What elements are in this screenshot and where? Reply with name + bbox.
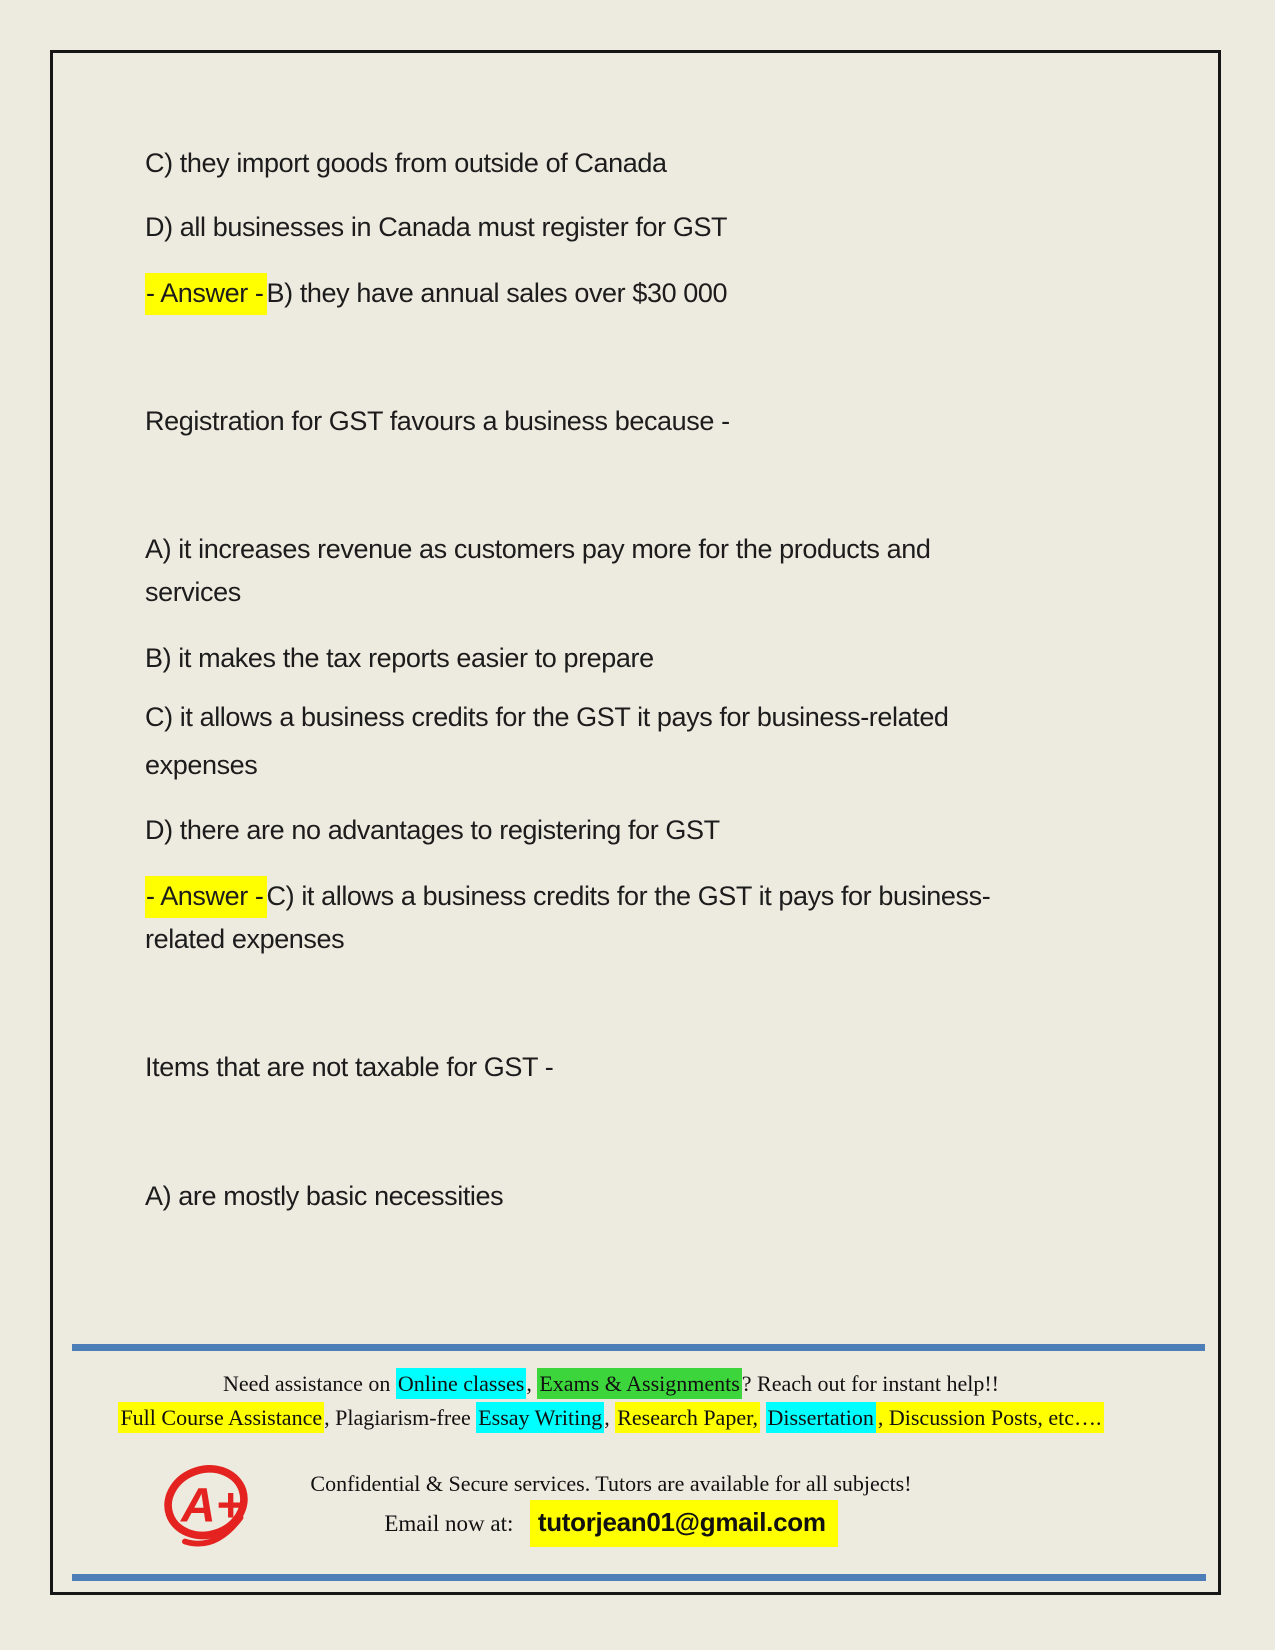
footer-services-line [0, 1402, 1222, 1434]
footer-text: Need assistance on [222, 1371, 396, 1396]
question2-option-a-line2: services [145, 577, 241, 607]
exams-assignments-highlight: Exams & Assignments [537, 1368, 741, 1399]
footer-text: , Plagiarism-free [324, 1405, 477, 1430]
footer-text: , [604, 1405, 616, 1430]
email-address: tutorjean01@gmail.com [530, 1500, 838, 1547]
answer-highlight: - Answer - [145, 273, 267, 315]
a-plus-logo-text: A+ [181, 1479, 244, 1533]
email-line [0, 1500, 1222, 1547]
question2-prompt: Registration for GST favours a business because - [145, 406, 730, 436]
question1-option-d: D) all businesses in Canada must register for GST [145, 212, 728, 242]
email-label: Email now at: [384, 1511, 514, 1536]
question2-answer-line2: related expenses [145, 924, 345, 954]
question3-prompt: Items that are not taxable for GST - [145, 1052, 554, 1082]
full-course-highlight: Full Course Assistance [118, 1402, 324, 1433]
dissertation-highlight: Dissertation [766, 1402, 876, 1433]
question2-option-b: B) it makes the tax reports easier to prepare [145, 643, 654, 673]
discussion-posts-highlight: , Discussion Posts, etc…. [876, 1402, 1104, 1433]
answer-text: B) they have annual sales over $30 000 [266, 278, 728, 308]
online-classes-highlight: Online classes [396, 1368, 526, 1399]
question2-option-c-line1: C) it allows a business credits for the GST it pays for business-related [145, 702, 949, 732]
bottom-divider-line [72, 1574, 1206, 1581]
answer-highlight: - Answer - [145, 876, 267, 918]
top-divider-line [72, 1344, 1205, 1351]
question2-option-a-line1: A) it increases revenue as customers pay more for the products and [145, 534, 931, 564]
question2-option-d: D) there are no advantages to registering for GST [145, 815, 720, 845]
footer-text: ? Reach out for instant help!! [741, 1371, 999, 1396]
footer-text: , [526, 1371, 538, 1396]
question1-option-c: C) they import goods from outside of Canada [145, 148, 667, 178]
question2-option-c-line2: expenses [145, 750, 258, 780]
confidential-line: Confidential & Secure services. Tutors are available for all subjects! [310, 1471, 912, 1496]
answer-text: C) it allows a business credits for the GST it pays for business- [266, 881, 991, 911]
question3-option-a: A) are mostly basic necessities [145, 1181, 504, 1211]
question1-answer-line [145, 272, 727, 314]
research-paper-highlight: Research Paper, [615, 1402, 760, 1433]
question2-answer-line1 [145, 875, 990, 917]
footer-help-line [0, 1368, 1222, 1400]
footer-text [760, 1405, 766, 1430]
essay-writing-highlight: Essay Writing [476, 1402, 604, 1433]
